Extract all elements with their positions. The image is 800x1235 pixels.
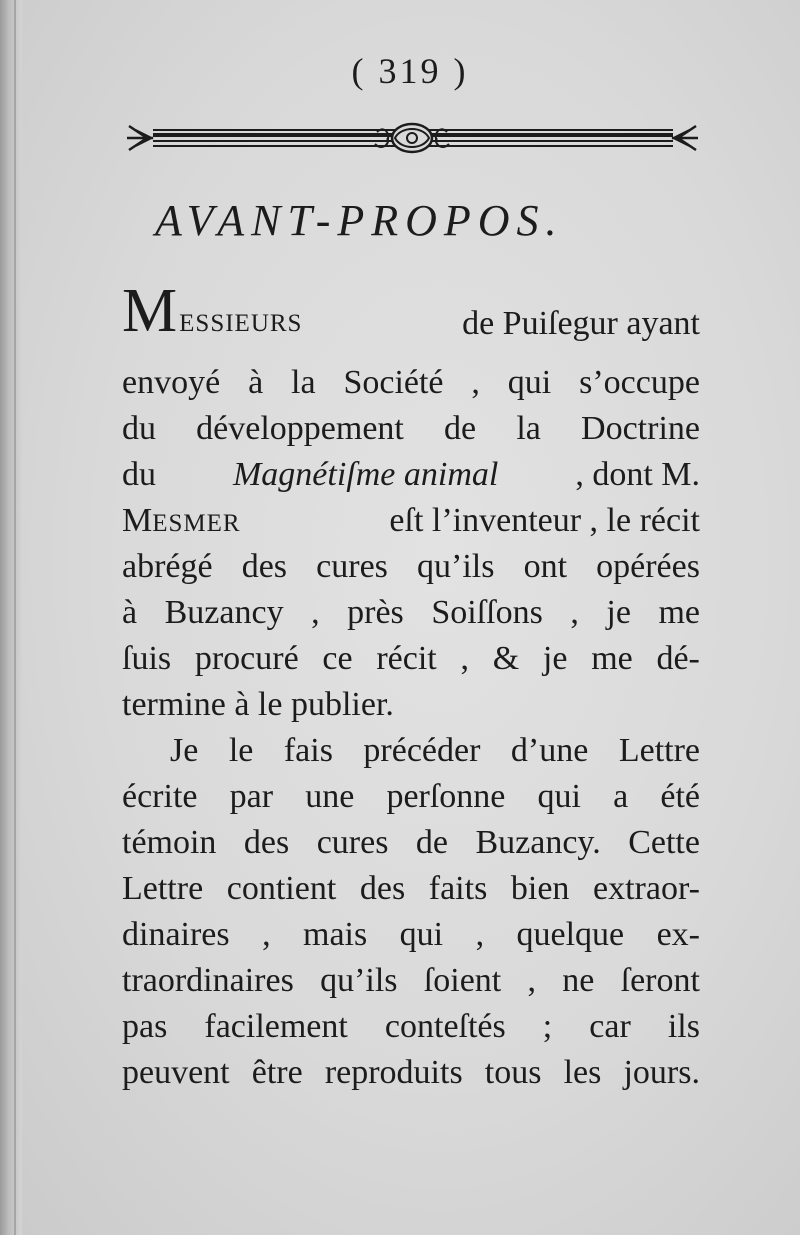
- word: &: [492, 640, 520, 677]
- text-line: [122, 1004, 700, 1050]
- word: ,: [527, 962, 536, 999]
- text-line: termine à le publier.: [122, 686, 394, 723]
- word: Lettre: [618, 732, 700, 769]
- ornamental-rule: [125, 118, 700, 160]
- word: ſuis: [122, 640, 172, 677]
- word: Société: [343, 364, 444, 401]
- word: été: [660, 778, 700, 815]
- word: opérées: [596, 548, 700, 585]
- word: développement: [196, 410, 404, 447]
- text-line: [122, 590, 700, 636]
- word: perſonne: [386, 778, 506, 815]
- word: qui: [399, 916, 444, 953]
- word: Je: [170, 732, 199, 769]
- word: de: [444, 410, 477, 447]
- word: dé-: [656, 640, 700, 677]
- word: fais: [283, 732, 333, 769]
- word: Soiſſons: [431, 594, 543, 631]
- word: Buzancy: [164, 594, 284, 631]
- word: ,: [471, 364, 480, 401]
- word: des: [243, 824, 290, 861]
- word: ,: [570, 594, 579, 631]
- text-line: [122, 820, 700, 866]
- section-heading: AVANT-PROPOS.: [155, 196, 564, 245]
- first-word: [122, 277, 303, 360]
- word: ,: [460, 640, 469, 677]
- word: le: [228, 732, 254, 769]
- word: ,: [475, 916, 485, 953]
- word: cures: [316, 548, 388, 585]
- word: abrégé: [122, 548, 213, 585]
- text-line: [122, 498, 700, 544]
- word: une: [305, 778, 355, 815]
- word: du: [122, 410, 156, 447]
- word: à: [248, 364, 264, 401]
- word: jours.: [623, 1054, 700, 1091]
- word: la: [291, 364, 316, 401]
- word: être: [251, 1054, 303, 1091]
- text-line: [122, 774, 700, 820]
- word: faits: [428, 870, 488, 907]
- word: facilement: [204, 1008, 348, 1045]
- word: qu’ils: [417, 548, 495, 585]
- text-line: [122, 452, 700, 498]
- text-line: [122, 1050, 700, 1096]
- word: contient: [226, 870, 337, 907]
- text-line: [122, 636, 700, 682]
- word: quelque: [516, 916, 625, 953]
- word: je: [542, 640, 568, 677]
- word: tous: [484, 1054, 542, 1091]
- word: ,: [311, 594, 320, 631]
- line-text: eſt l’inventeur , le récit: [389, 502, 700, 539]
- text-line: [122, 866, 700, 912]
- word: des: [241, 548, 288, 585]
- word: Doctrine: [581, 410, 700, 447]
- word: Buzancy.: [475, 824, 601, 861]
- drop-capital: M: [122, 277, 178, 345]
- page-spine-shadow: [0, 0, 22, 1235]
- word: ils: [667, 1008, 700, 1045]
- word: ;: [542, 1008, 553, 1045]
- page-number: ( 319 ): [351, 51, 469, 91]
- word: d’une: [510, 732, 589, 769]
- word: peuvent: [122, 1054, 230, 1091]
- word: de: [415, 824, 449, 861]
- italic-term: Magnétiſme animal: [232, 456, 499, 493]
- capital-letter: M: [122, 502, 153, 539]
- word: ſoient: [423, 962, 502, 999]
- word: reproduits: [324, 1054, 463, 1091]
- word: témoin: [122, 824, 217, 861]
- word: bien: [510, 870, 570, 907]
- word: envoyé: [122, 364, 221, 401]
- word: les: [563, 1054, 602, 1091]
- word: car: [589, 1008, 631, 1045]
- text-line: [122, 958, 700, 1004]
- word: écrite: [122, 778, 198, 815]
- word: procuré: [194, 640, 299, 677]
- word: qu’ils: [320, 962, 398, 999]
- text-line: [122, 360, 700, 406]
- text-line: [122, 544, 700, 590]
- word: ont: [523, 548, 568, 585]
- word: qui: [537, 778, 581, 815]
- line-text: de Puiſegur ayant: [462, 305, 700, 342]
- body-text: [122, 277, 700, 1096]
- word: qui: [507, 364, 552, 401]
- word: ex-: [656, 916, 700, 953]
- word: conteſtés: [384, 1008, 506, 1045]
- word: extraor-: [593, 870, 700, 907]
- word: cures: [316, 824, 389, 861]
- word: Lettre: [122, 870, 204, 907]
- text-line: [122, 912, 700, 958]
- word: des: [359, 870, 406, 907]
- word: ne: [562, 962, 595, 999]
- text-line: [122, 277, 700, 360]
- word: ſeront: [620, 962, 700, 999]
- word: précéder: [363, 732, 481, 769]
- word: près: [347, 594, 404, 631]
- word: Cette: [628, 824, 700, 861]
- word: a: [613, 778, 629, 815]
- small-caps-text: ESSIEURS: [179, 310, 303, 337]
- page-gutter-line: [14, 0, 16, 1235]
- word: ce: [322, 640, 353, 677]
- small-caps-text: ESMER: [152, 510, 241, 537]
- word: la: [516, 410, 541, 447]
- line-text: du: [122, 456, 156, 493]
- word: à: [122, 594, 138, 631]
- name-mesmer: [122, 498, 241, 544]
- word: par: [229, 778, 274, 815]
- line-text: , dont M.: [575, 456, 700, 493]
- word: ,: [262, 916, 271, 953]
- word: me: [658, 594, 700, 631]
- word: s’occupe: [579, 364, 700, 401]
- word: je: [606, 594, 631, 631]
- word: récit: [376, 640, 437, 677]
- word: me: [591, 640, 633, 677]
- word: traordinaires: [122, 962, 294, 999]
- text-line: [122, 728, 700, 774]
- word: pas: [122, 1008, 168, 1045]
- word: dinaires: [122, 916, 230, 953]
- text-line: [122, 406, 700, 452]
- word: mais: [303, 916, 368, 953]
